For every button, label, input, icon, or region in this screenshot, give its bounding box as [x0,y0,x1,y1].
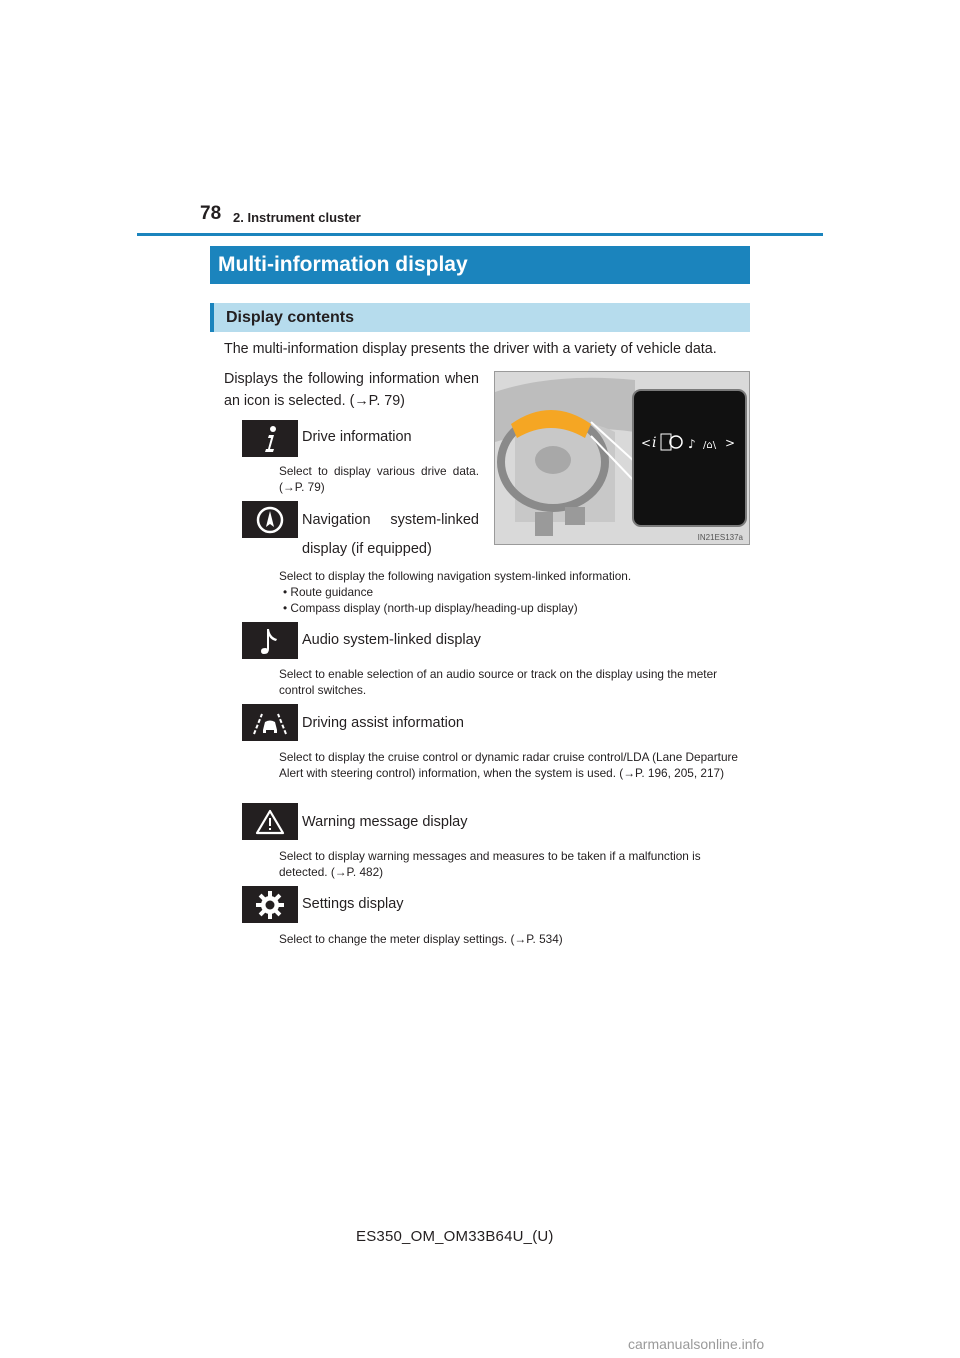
svg-text:>: > [725,436,736,450]
section-label: 2. Instrument cluster [233,210,361,225]
svg-text:♪: ♪ [688,437,696,451]
page-title: Multi-information display [210,246,750,284]
info-icon [242,420,298,457]
list-item: • Compass display (north-up display/heading-up display) [283,600,578,616]
svg-text:<: < [641,436,652,450]
drive-info-title: Drive information [302,429,412,445]
document-code: ES350_OM_OM33B64U_(U) [356,1228,554,1245]
navigation-icon [242,501,298,538]
header-rule [137,233,823,236]
warning-title: Warning message display [302,814,468,830]
warning-desc: Select to display warning messages and measures to be taken if a malfunction is detected. (→P. 482) [279,849,701,879]
music-note-icon [242,622,298,659]
navigation-title-line1: Navigation system-linked [302,512,479,528]
driving-assist-title: Driving assist information [302,715,464,731]
navigation-title-line2: display (if equipped) [302,541,432,557]
audio-title: Audio system-linked display [302,632,481,648]
driving-assist-desc: Select to display the cruise control or dynamic radar cruise control/LDA (Lane Departure Alert with steering control) information, when the system is used. (→P. 196, 205, 217) [279,750,738,780]
drive-info-desc: Select to display various drive data. (→P. 79) [279,464,479,494]
driving-assist-icon [242,704,298,741]
settings-title: Settings display [302,896,404,912]
navigation-desc: Select to display the following navigation system-linked information. [279,569,632,583]
svg-text:/⌂\: /⌂\ [703,440,717,451]
svg-text:i: i [652,435,657,451]
navigation-bullets [283,584,578,616]
section-subtitle: Display contents [210,303,750,332]
lead-text: Displays the following information when an icon is selected. (→P. 79) [224,371,479,409]
intro-text: The multi-information display presents the driver with a variety of vehicle data. [224,341,717,357]
figure-id: IN21ES137a [697,533,743,542]
dashboard-drawing [495,372,750,545]
page-number: 78 [200,203,222,224]
warning-icon [242,803,298,840]
settings-desc: Select to change the meter display settings. (→P. 534) [279,932,563,946]
gear-icon [242,886,298,923]
dashboard-illustration [494,371,750,545]
watermark: carmanualsonline.info [628,1336,765,1352]
list-item: • Route guidance [283,584,578,600]
audio-desc: Select to enable selection of an audio source or track on the display using the meter control switches. [279,667,718,697]
